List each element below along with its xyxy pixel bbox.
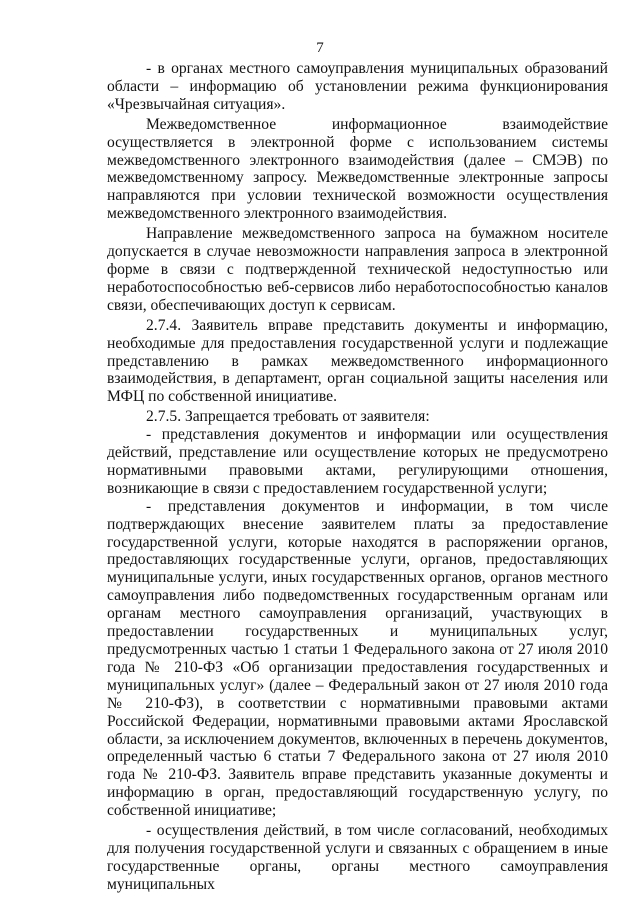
document-body (107, 60, 608, 894)
page-number: 7 (316, 40, 324, 56)
paragraph-prohibition-2: - представления документов и информации, в том числе подтверждающих внесение заявителем платы за предоставление государственной услуги, которые находятся в распоряжении органов, предоставляющих государственные услуги, органов, предоставляющих муниципальные услуги, иных государственных органов, органов местного самоуправления либо подведомственных государственным органам или органам местного самоуправления организаций, участвующих в предоставлении государственных и муниципальных услуг, предусмотренных частью 1 статьи 1 Федерального закона от 27 июля 2010 года № 210-ФЗ «Об организации предоставления государственных и муниципальных услуг» (далее – Федеральный закон от 27 июля 2010 года № 210-ФЗ), в соответствии с нормативными правовыми актами Российской Федерации, нормативными правовыми актами Ярославской области, за исключением документов, включенных в перечень документов, определенный частью 6 статьи 7 Федерального закона от 27 июля 2010 года № 210-ФЗ. Заявитель вправе представить указанные документы и информацию в орган, предоставляющий государственную услугу, по собственной инициативе; (107, 497, 608, 820)
paragraph-2-7-5: 2.7.5. Запрещается требовать от заявителя: (146, 408, 430, 426)
paragraph-paper-request: Направление межведомственного запроса на бумажном носителе допускается в случае невозможности направления запроса в электронной форме в связи с подтвержденной технической недоступностью или неработоспособностью веб-сервисов либо неработоспособностью каналов связи, обеспечивающих доступ к сервисам. (107, 225, 608, 314)
paragraph-emergency-info: - в органах местного самоуправления муниципальных образований области – информацию об установлении режима функционирования «Чрезвычайная ситуация». (107, 60, 608, 113)
paragraph-2-7-4: 2.7.4. Заявитель вправе представить документы и информацию, необходимые для предоставления государственной услуги и подлежащие представлению в рамках межведомственного информационного взаимодействия, в департамент, орган социальной защиты населения или МФЦ по собственной инициативе. (107, 316, 608, 406)
paragraph-interagency-electronic: Межведомственное информационное взаимодействие осуществляется в электронной форме с использованием системы межведомственного электронного взаимодействия (далее – СМЭВ) по межведомственному запросу. Межведомственные электронные запросы направляются при условии технической возможности осуществления межведомственного электронного взаимодействия. (107, 115, 608, 223)
paragraph-prohibition-3: - осуществления действий, в том числе согласований, необходимых для получения государственной услуги и связанных с обращением в иные государственные органы, органы местного самоуправления муниципальных (107, 822, 608, 893)
paragraph-prohibition-1: - представления документов и информации или осуществления действий, представление или осуществление которых не предусмотрено нормативными правовыми актами, регулирующими отношения, возникающие в связи с предоставлением государственной услуги; (107, 426, 608, 497)
